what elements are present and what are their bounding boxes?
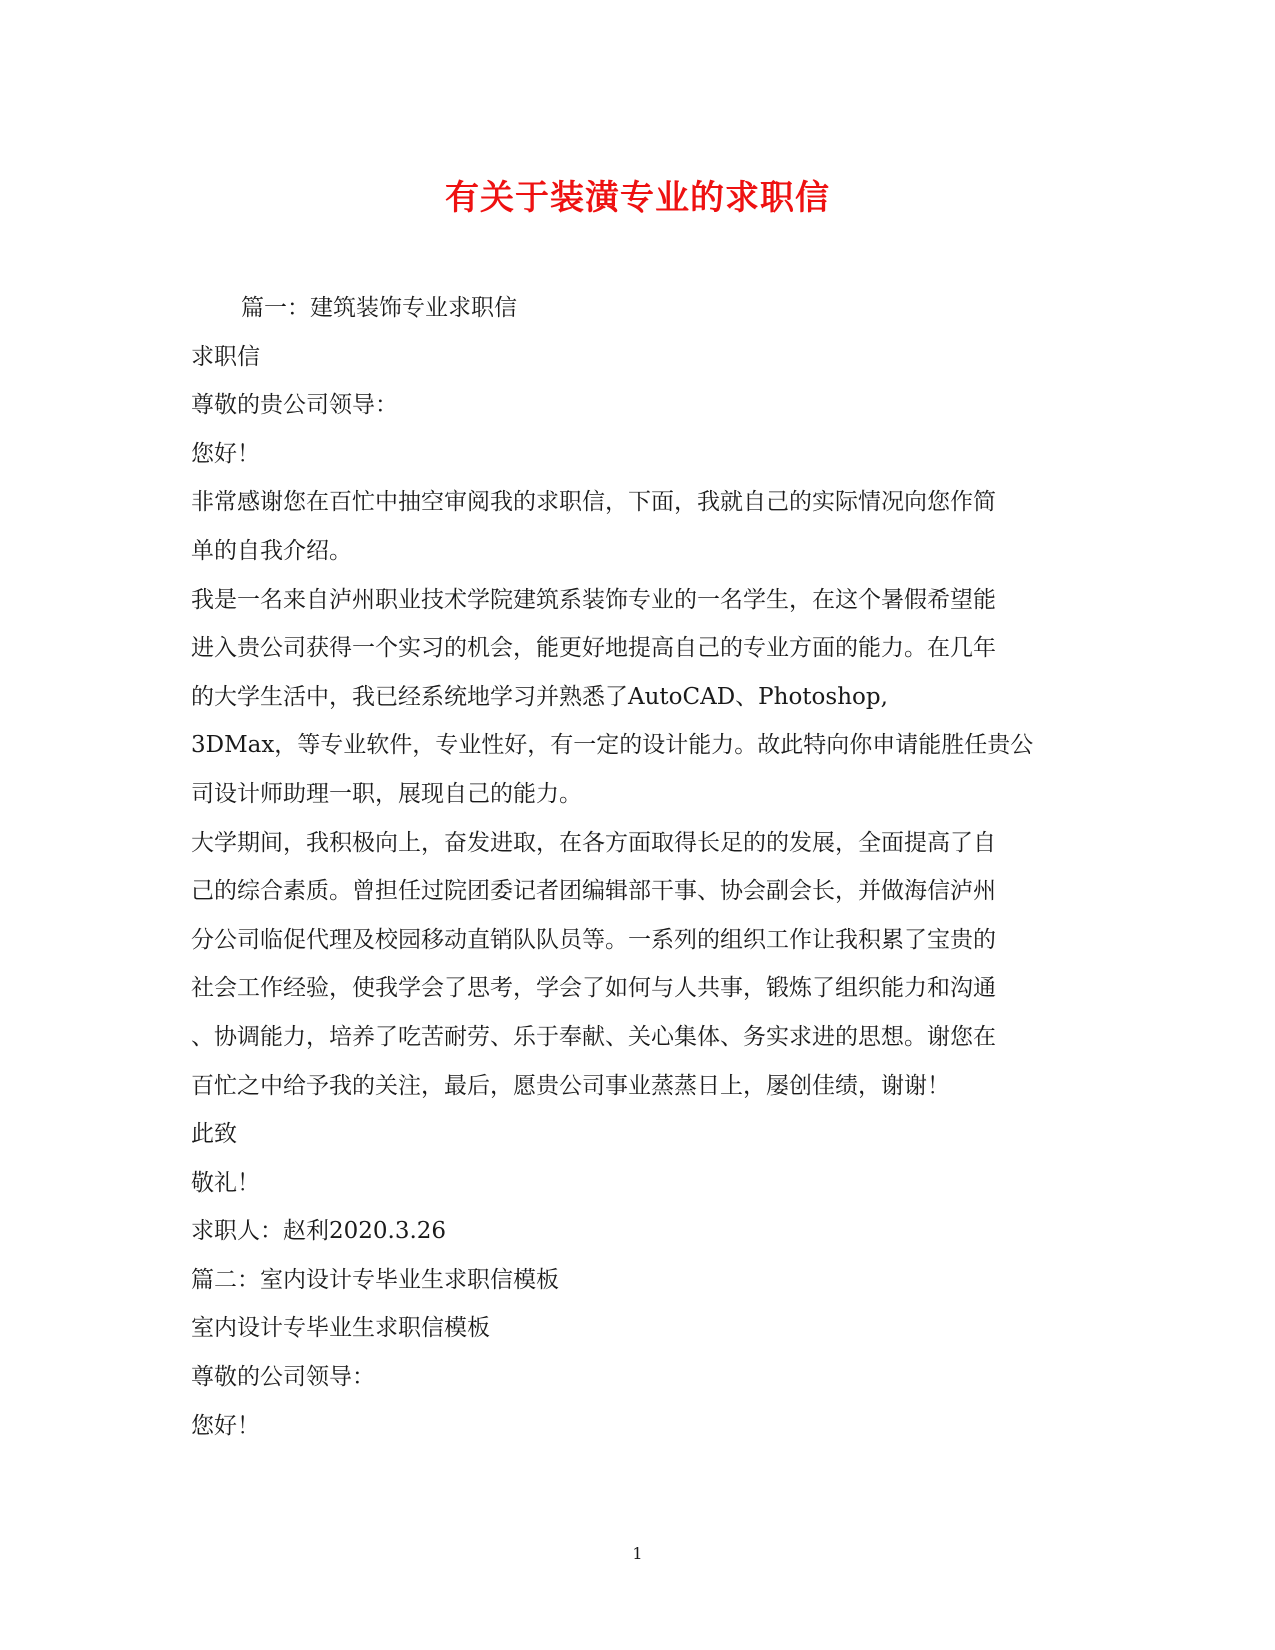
paragraph-line: 非常感谢您在百忙中抽空审阅我的求职信，下面，我就自己的实际情况向您作简 [191,489,996,516]
paragraph-line: 我是一名来自泸州职业技术学院建筑系装饰专业的一名学生，在这个暑假希望能 [191,586,996,613]
paragraph-line: 的大学生活中，我已经系统地学习并熟悉了AutoCAD、Photoshop, [191,683,888,710]
document-title: 有关于装潢专业的求职信 [445,178,830,218]
paragraph-line: 分公司临促代理及校园移动直销队队员等。一系列的组织工作让我积累了宝贵的 [191,926,996,953]
paragraph-line: 社会工作经验，使我学会了思考，学会了如何与人共事，锻炼了组织能力和沟通 [191,975,996,1002]
page-number: 1 [632,1544,643,1563]
paragraph-line: 进入贵公司获得一个实习的机会，能更好地提高自己的专业方面的能力。在几年 [191,635,996,662]
paragraph-line: 单的自我介绍。 [191,537,352,564]
closing-line: 此致 [191,1121,237,1148]
paragraph-line: 司设计师助理一职，展现自己的能力。 [191,780,582,807]
paragraph-line: 大学期间，我积极向上，奋发进取，在各方面取得长足的的发展，全面提高了自 [191,829,996,856]
greeting: 您好！ [191,440,260,467]
section-heading-one: 篇一：建筑装饰专业求职信 [241,295,517,321]
paragraph-line: 百忙之中给予我的关注，最后，愿贵公司事业蒸蒸日上，屡创佳绩，谢谢！ [191,1072,950,1099]
paragraph-line: 3DMax，等专业软件，专业性好，有一定的设计能力。故此特向你申请能胜任贵公 [191,732,1034,759]
salutation: 尊敬的公司领导： [191,1364,375,1391]
salutation: 尊敬的贵公司领导： [191,392,398,419]
closing-regards: 敬礼！ [191,1169,260,1196]
paragraph-line: 己的综合素质。曾担任过院团委记者团编辑部干事、协会副会长，并做海信泸州 [191,878,996,905]
greeting: 您好！ [191,1412,260,1439]
letter-heading: 室内设计专毕业生求职信模板 [191,1315,490,1342]
document-body [191,284,1081,1450]
letter-heading: 求职信 [191,343,260,370]
section-heading-two: 篇二：室内设计专毕业生求职信模板 [191,1266,559,1293]
signature-line: 求职人：赵利2020.3.26 [191,1218,447,1245]
paragraph-line: 、协调能力，培养了吃苦耐劳、乐于奉献、关心集体、务实求进的思想。谢您在 [191,1023,996,1050]
